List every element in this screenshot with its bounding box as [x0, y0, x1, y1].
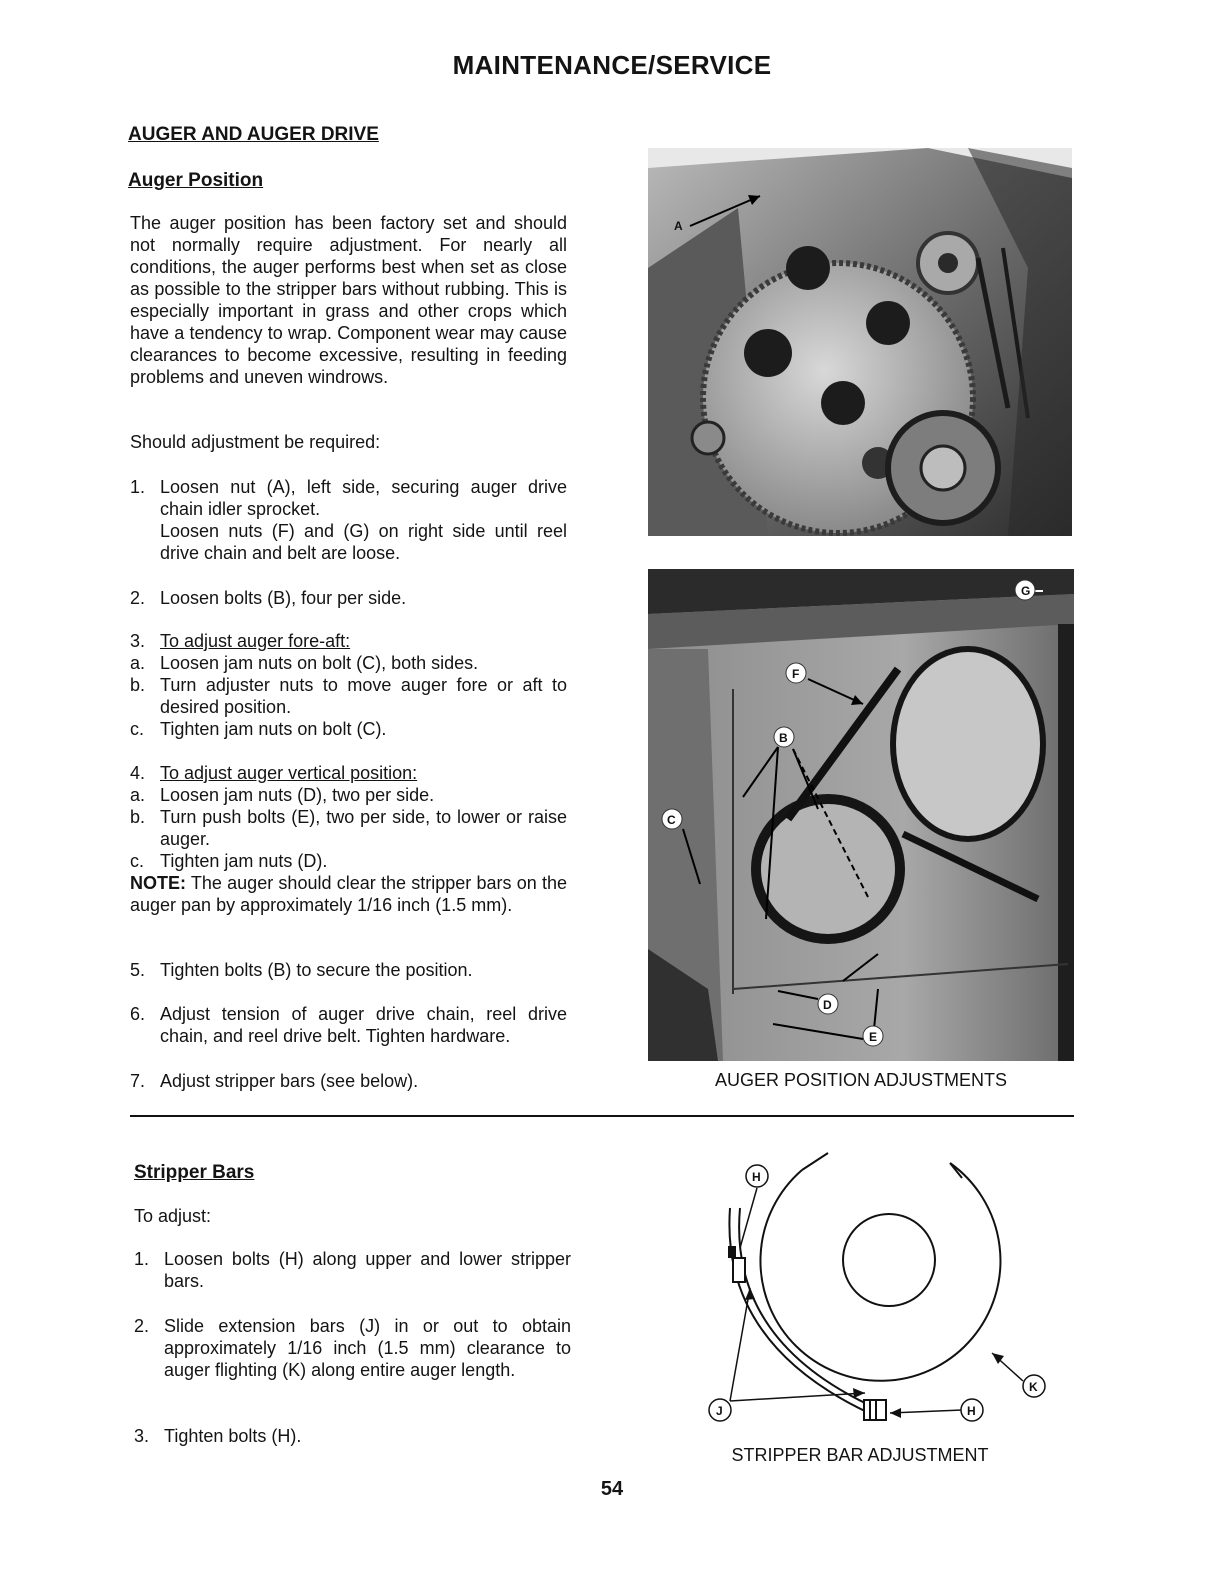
auger-step-1 [130, 476, 567, 564]
auger-step-7 [130, 1070, 567, 1092]
substep-text: Tighten jam nuts (D). [160, 851, 328, 871]
auger-step-4 [130, 762, 567, 916]
step-title: To adjust auger fore-aft: [160, 631, 351, 651]
auger-lead-in: Should adjustment be required: [130, 432, 381, 452]
stripper-lead-in: To adjust: [134, 1206, 212, 1226]
stripper-step-2 [134, 1315, 571, 1381]
callout-d: D [823, 998, 832, 1012]
note-label: NOTE: [130, 873, 186, 893]
substep-text: Turn adjuster nuts to move auger fore or aft to desired position. [160, 675, 567, 717]
step-text: Tighten bolts (H). [164, 1426, 302, 1446]
step-text-continued: Loosen nuts (F) and (G) on right side until reel drive chain and belt are loose. [160, 521, 567, 563]
callout-h-top: H [752, 1170, 761, 1184]
step-number: 3. [130, 631, 146, 651]
step-number: 5. [130, 960, 146, 980]
step-text: Adjust stripper bars (see below). [160, 1071, 419, 1091]
diagram-stripper-bar [700, 1148, 1060, 1438]
auger-step-3 [130, 630, 567, 740]
substep-letter: a. [130, 785, 146, 805]
step-number: 6. [130, 1004, 146, 1024]
substep-text: Loosen jam nuts on bolt (C), both sides. [160, 653, 479, 673]
section-heading-auger: AUGER AND AUGER DRIVE [128, 124, 379, 145]
callout-a: A [674, 219, 683, 233]
step-number: 2. [130, 588, 146, 608]
stripper-step-3 [134, 1425, 571, 1447]
substep-letter: b. [130, 807, 146, 827]
photo-auger-drive-sprocket [648, 148, 1072, 536]
step-text: Tighten bolts (B) to secure the position. [160, 960, 473, 980]
step-number: 7. [130, 1071, 146, 1091]
auger-step-6 [130, 1003, 567, 1047]
photo-auger-belt-drive-illustration [648, 569, 1074, 1061]
callout-h-bottom: H [967, 1404, 976, 1418]
substep-letter: b. [130, 675, 146, 695]
photo-auger-belt-drive [648, 569, 1074, 1061]
figure-caption-stripper: STRIPPER BAR ADJUSTMENT [731, 1445, 989, 1465]
photo-auger-drive-sprocket-illustration [648, 148, 1072, 536]
section-divider [130, 1115, 1074, 1117]
callout-k: K [1029, 1380, 1038, 1394]
step-number: 1. [130, 477, 146, 497]
step-text: Loosen bolts (B), four per side. [160, 588, 407, 608]
substep-text: Loosen jam nuts (D), two per side. [160, 785, 435, 805]
step-number: 3. [134, 1426, 150, 1446]
substep-text: Tighten jam nuts on bolt (C). [160, 719, 387, 739]
figure-caption-auger: AUGER POSITION ADJUSTMENTS [714, 1070, 1008, 1090]
note-text: The auger should clear the stripper bars on the auger pan by approximately 1/16 inch (1.5 mm). [130, 873, 567, 915]
substep-letter: c. [130, 719, 145, 739]
step-title: To adjust auger vertical position: [160, 763, 418, 783]
step-number: 1. [134, 1249, 150, 1269]
diagram-stripper-bar-drawing [700, 1148, 1060, 1438]
step-number: 4. [130, 763, 146, 783]
auger-intro-paragraph: The auger position has been factory set and should not normally require adjustment. For nearly all conditions, the auger performs best when set as close as possible to the stripper bars without rubbing. This is especially important in grass and other crops which have a tendency to wrap. Component wear may cause clearances to become excessive, resulting in feeding problems and uneven windrows. [130, 213, 567, 387]
step-text: Loosen nut (A), left side, securing auger drive chain idler sprocket. [160, 477, 567, 519]
substep-letter: c. [130, 851, 145, 871]
note [130, 872, 567, 916]
page-title: MAINTENANCE/SERVICE [452, 50, 772, 80]
stripper-step-1 [134, 1248, 571, 1292]
substep-text: Turn push bolts (E), two per side, to lower or raise auger. [160, 807, 567, 849]
callout-e: E [869, 1030, 878, 1044]
step-text: Loosen bolts (H) along upper and lower stripper bars. [164, 1249, 571, 1291]
step-text: Adjust tension of auger drive chain, reel drive chain, and reel drive belt. Tighten hardware. [160, 1004, 567, 1046]
step-text: Slide extension bars (J) in or out to obtain approximately 1/16 inch (1.5 mm) clearance to auger flighting (K) along entire auger length. [164, 1316, 571, 1380]
callout-f: F [792, 667, 800, 681]
subheading-stripper-bars: Stripper Bars [134, 1162, 255, 1183]
callout-c: C [667, 813, 676, 827]
callout-g: G [1021, 584, 1031, 598]
step-number: 2. [134, 1316, 150, 1336]
substep-letter: a. [130, 653, 146, 673]
auger-step-5 [130, 959, 567, 981]
auger-step-2 [130, 587, 567, 609]
subheading-auger-position: Auger Position [128, 170, 264, 191]
callout-b: B [779, 731, 788, 745]
callout-j: J [716, 1404, 723, 1418]
page-number: 54 [600, 1478, 624, 1500]
